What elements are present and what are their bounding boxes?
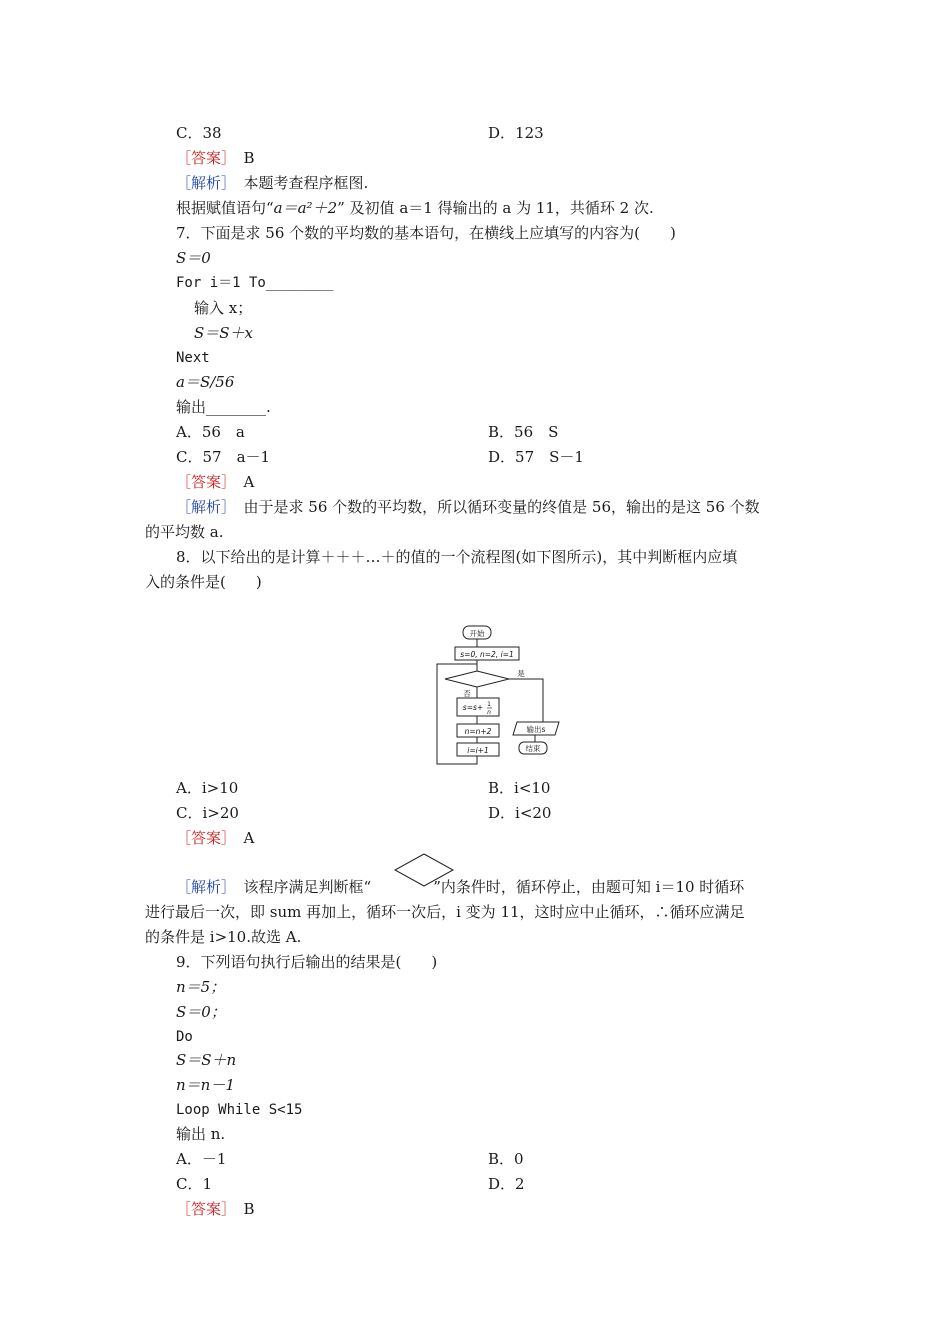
q8-option-d: D．i<20 [488, 804, 552, 822]
q7-answer [176, 472, 254, 492]
q7-code-line-4: S＝S＋x [194, 324, 254, 342]
answer-tag: ［答案］ [176, 473, 229, 491]
flow-assign-n-label: n=n+2 [464, 727, 492, 736]
q7-analysis-2: 的平均数 a. [145, 523, 224, 541]
analysis-tag: ［解析］ [176, 498, 229, 516]
q9-option-c: C．1 [176, 1175, 213, 1193]
analysis-text-post: ”内条件时，循环停止，由题可知 i＝10 时循环 [433, 878, 745, 896]
flow-decision-diamond [445, 671, 509, 687]
q8-analysis-3: 的条件是 i>10.故选 A. [145, 928, 302, 946]
q8-option-c: C．i>20 [176, 804, 239, 822]
q9-code-line-6: Loop While S<15 [176, 1102, 303, 1118]
analysis-text-pre: 该程序满足判断框“ [243, 878, 372, 896]
flow-assign-i-label: i=i+1 [467, 746, 489, 755]
q7-code-line-5: Next [176, 350, 210, 366]
q9-answer [176, 1199, 255, 1219]
q9-code-line-2: S＝0； [176, 1003, 226, 1021]
q7-code-line-3: 输入 x； [194, 299, 253, 317]
q7-code-line-1: S＝0 [176, 249, 211, 267]
flow-end-label: 结束 [525, 744, 541, 753]
q6-analysis-2 [176, 198, 654, 218]
analysis-text: 本题考查程序框图. [243, 174, 369, 192]
analysis-text-pre: 根据赋值语句“ [176, 199, 274, 217]
q6-option-c: C．38 [176, 124, 222, 142]
q7-code-line-6: a＝S/56 [176, 373, 235, 391]
q9-code-line-3: Do [176, 1029, 193, 1045]
q6-option-d: D．123 [488, 124, 544, 142]
q8-analysis-2: 进行最后一次，即 sum 再加上，循环一次后，i 变为 11，这时应中止循环，∴循环应满足 [145, 903, 745, 921]
q8-answer [176, 828, 254, 848]
q8-option-a: A．i>10 [176, 779, 239, 797]
answer-tag: ［答案］ [176, 149, 229, 167]
answer-value: B [243, 1200, 255, 1218]
q8-option-b: B．i<10 [488, 779, 551, 797]
flow-frac-num: 1 [487, 701, 491, 708]
flow-frac-den: n [487, 709, 491, 716]
q7-option-a: A．56 a [176, 423, 245, 441]
q9-code-line-5: n＝n－1 [176, 1076, 235, 1094]
answer-tag: ［答案］ [176, 829, 229, 847]
q9-option-a: A．－1 [176, 1150, 227, 1168]
analysis-tag: ［解析］ [176, 174, 229, 192]
answer-value: A [243, 473, 255, 491]
analysis-tag: ［解析］ [176, 878, 229, 896]
q7-code-line-7: 输出________. [176, 398, 271, 416]
analysis-expr: a＝a²＋2 [273, 199, 338, 217]
flow-yes-line [509, 679, 543, 722]
q7-analysis-1 [176, 497, 760, 517]
analysis-text: 由于是求 56 个数的平均数，所以循环变量的终值是 56，输出的是这 56 个数 [243, 498, 760, 516]
q8-stem-2: 入的条件是( ) [145, 573, 262, 591]
q6-answer [176, 148, 255, 168]
flow-yes-label: 是 [517, 669, 525, 678]
answer-value: A [243, 829, 255, 847]
q9-code-line-7: 输出 n. [176, 1125, 226, 1143]
q7-option-c: C．57 a－1 [176, 448, 271, 466]
flow-start-label: 开始 [469, 629, 485, 638]
q8-analysis-1 [176, 877, 744, 897]
q7-option-d: D．57 S－1 [488, 448, 584, 466]
q9-stem: 9．下列语句执行后输出的结果是( ) [176, 953, 438, 971]
q9-code-line-1: n＝5； [176, 978, 226, 996]
answer-tag: ［答案］ [176, 1200, 229, 1218]
flow-no-label: 否 [463, 689, 471, 698]
q9-option-d: D．2 [488, 1175, 525, 1193]
answer-value: B [243, 149, 255, 167]
q6-analysis-1 [176, 173, 368, 193]
q9-option-b: B．0 [488, 1150, 524, 1168]
q7-stem: 7．下面是求 56 个数的平均数的基本语句，在横线上应填写的内容为( ) [176, 224, 676, 242]
q8-stem-1: 8．以下给出的是计算＋＋＋…＋的值的一个流程图(如下图所示)，其中判断框内应填 [176, 548, 738, 566]
q7-option-b: B．56 S [488, 423, 559, 441]
flow-output-label: 输出s [526, 725, 546, 734]
flowchart [435, 622, 565, 768]
flow-init-label: s=0, n=2, i=1 [460, 650, 514, 659]
q9-code-line-4: S＝S＋n [176, 1051, 237, 1069]
analysis-text-post: ” 及初值 a＝1 得输出的 a 为 11，共循环 2 次. [337, 199, 654, 217]
q7-code-line-2: For i＝1 To________ [176, 275, 334, 291]
flow-assign-s-label: s=s+ [462, 703, 484, 712]
